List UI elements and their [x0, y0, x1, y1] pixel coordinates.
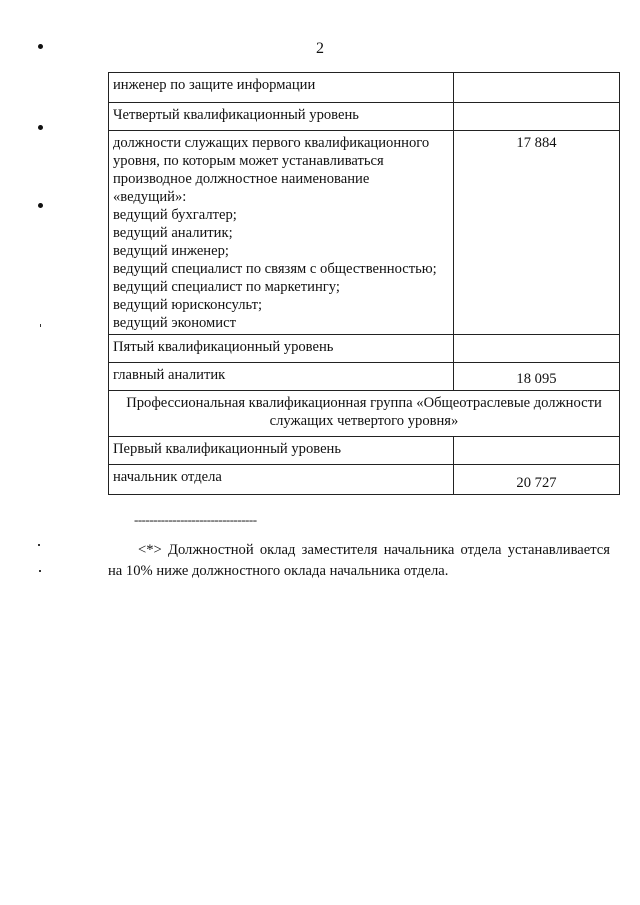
level-heading-cell [109, 335, 454, 363]
group-heading-cell [109, 391, 620, 437]
salary-value-cell: 17 884 [454, 131, 620, 335]
scan-dot-mark [38, 203, 43, 208]
table-row [109, 103, 620, 131]
scan-dot-mark [38, 125, 43, 130]
salary-value-cell [454, 335, 620, 363]
group-heading-line: Профессиональная квалификационная группа «Общеотраслевые должности [126, 395, 602, 411]
position-name-line: ведущий бухгалтер; [113, 207, 237, 223]
salary-value-cell [454, 103, 620, 131]
table-row [109, 363, 620, 391]
salary-value-cell [454, 437, 620, 465]
position-name-cell [109, 131, 454, 335]
position-name-line: Четвертый квалификационный уровень [113, 107, 359, 123]
position-name-line: должности служащих первого квалификационного [113, 135, 430, 151]
page-number: 2 [316, 40, 324, 57]
position-name-cell [109, 73, 454, 103]
table-row [109, 335, 620, 363]
level-heading-cell [109, 103, 454, 131]
salary-table [108, 72, 620, 495]
table-row [109, 391, 620, 437]
table-row [109, 131, 620, 335]
position-name-line: ведущий экономист [113, 315, 236, 331]
position-name-line: Первый квалификационный уровень [113, 441, 342, 457]
position-name-line: начальник отдела [113, 469, 222, 485]
scan-tick-mark [40, 324, 41, 327]
position-name-line: ведущий специалист по связям с общественностью; [113, 261, 437, 277]
position-name-cell [109, 465, 454, 495]
position-name-line: ведущий юрисконсульт; [113, 297, 263, 313]
salary-value-cell: 18 095 [454, 363, 620, 391]
scan-dot-mark [38, 44, 43, 49]
footnote-separator: -------------------------------- [134, 512, 257, 527]
position-name-line: производное должностное наименование [113, 171, 370, 187]
position-name-line: ведущий аналитик; [113, 225, 233, 241]
position-name-cell [109, 363, 454, 391]
scan-tick-mark [39, 570, 41, 572]
position-name-line: Пятый квалификационный уровень [113, 339, 334, 355]
table-row [109, 437, 620, 465]
level-heading-cell [109, 437, 454, 465]
table-row [109, 465, 620, 495]
group-heading-line: служащих четвертого уровня» [269, 413, 459, 429]
salary-value-cell [454, 73, 620, 103]
footnote-text: <*> Должностной оклад заместителя начальника отдела устанавливается на 10% ниже должностного оклада начальника отдела. [108, 542, 610, 579]
scan-tick-mark [38, 544, 40, 546]
position-name-line: «ведущий»: [113, 189, 187, 205]
table-row [109, 73, 620, 103]
position-name-line: главный аналитик [113, 367, 226, 383]
position-name-line: ведущий инженер; [113, 243, 229, 259]
position-name-line: ведущий специалист по маркетингу; [113, 279, 340, 295]
salary-value-cell: 20 727 [454, 465, 620, 495]
position-name-line: уровня, по которым может устанавливаться [113, 153, 384, 169]
position-name-line: инженер по защите информации [113, 77, 316, 93]
